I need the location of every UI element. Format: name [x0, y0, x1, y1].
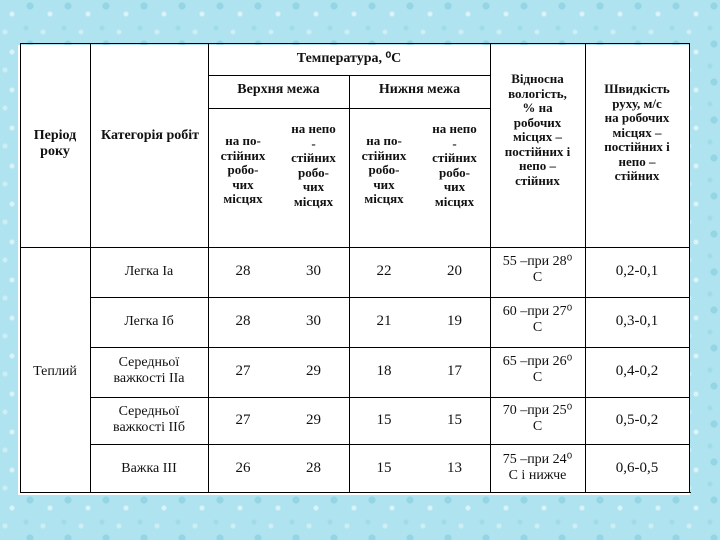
lower-limit-header: Нижня межа	[378, 82, 461, 97]
lower-permanent-cell: 22	[376, 263, 392, 279]
category-cell: Важка ІІІ	[121, 461, 177, 476]
speed-cell: 0,6-0,5	[615, 460, 659, 476]
lower-nonpermanent-cell: 17	[447, 363, 462, 379]
category-cell: Легка Іб	[124, 314, 174, 329]
category-cell: Легка Іа	[124, 264, 174, 279]
period-header: Період року	[33, 128, 77, 159]
humidity-cell: 65 –при 26⁰ С	[502, 354, 573, 385]
upper-nonpermanent-cell: 29	[306, 412, 321, 428]
upper-nonpermanent-cell: 30	[306, 313, 321, 329]
lower-permanent-cell: 15	[376, 460, 392, 476]
lower-permanent-cell: 21	[376, 313, 392, 329]
upper-nonpermanent-header: на непо - стійних робо- чих місцях	[291, 121, 336, 209]
grid-line	[90, 297, 690, 298]
humidity-cell: 75 –при 24⁰ С і нижче	[502, 452, 573, 483]
speed-header: Швидкість руху, м/с на робочих місцях – постійних і непо – стійних	[604, 81, 670, 184]
category-cell: Середньої важкості ІІб	[113, 404, 185, 435]
category-cell: Середньої важкості ІІа	[113, 355, 185, 386]
lower-permanent-header: на по- стійних робо- чих місцях	[361, 133, 407, 207]
grid-line	[20, 247, 690, 248]
upper-permanent-header: на по- стійних робо- чих місцях	[220, 133, 266, 207]
lower-nonpermanent-cell: 19	[447, 313, 462, 329]
upper-nonpermanent-cell: 30	[306, 263, 321, 279]
lower-nonpermanent-cell: 20	[447, 263, 462, 279]
humidity-cell: 60 –при 27⁰ С	[502, 304, 573, 335]
lower-nonpermanent-cell: 13	[447, 460, 462, 476]
humidity-cell: 70 –при 25⁰ С	[502, 403, 573, 434]
upper-nonpermanent-cell: 29	[306, 363, 321, 379]
grid-line	[90, 347, 690, 348]
humidity-cell: 55 –при 28⁰ С	[502, 254, 573, 285]
upper-permanent-cell: 28	[235, 263, 251, 279]
table-border-top	[20, 43, 690, 44]
upper-permanent-cell: 27	[235, 412, 251, 428]
speed-cell: 0,3-0,1	[615, 313, 659, 329]
speed-cell: 0,2-0,1	[615, 263, 659, 279]
grid-line	[90, 397, 690, 398]
humidity-header: Відносна вологість, % на робочих місцях – постійних і непо – стійних	[504, 71, 571, 188]
upper-permanent-cell: 28	[235, 313, 251, 329]
category-header: Категорія робіт	[100, 128, 199, 143]
lower-nonpermanent-cell: 15	[447, 412, 462, 428]
table-border-right	[689, 43, 690, 493]
upper-nonpermanent-cell: 28	[306, 460, 321, 476]
lower-permanent-cell: 15	[376, 412, 392, 428]
lower-nonpermanent-header: на непо - стійних робо- чих місцях	[432, 121, 477, 209]
temperature-header: Температура, ⁰С	[296, 51, 402, 66]
table-border-left	[20, 43, 21, 493]
upper-permanent-cell: 27	[235, 363, 251, 379]
grid-line	[90, 444, 690, 445]
lower-permanent-cell: 18	[376, 363, 392, 379]
table-border-bottom	[20, 492, 691, 493]
speed-cell: 0,5-0,2	[615, 412, 659, 428]
speed-cell: 0,4-0,2	[615, 363, 659, 379]
upper-limit-header: Верхня межа	[237, 82, 320, 97]
period-cell: Теплий	[33, 364, 77, 379]
upper-permanent-cell: 26	[235, 460, 251, 476]
